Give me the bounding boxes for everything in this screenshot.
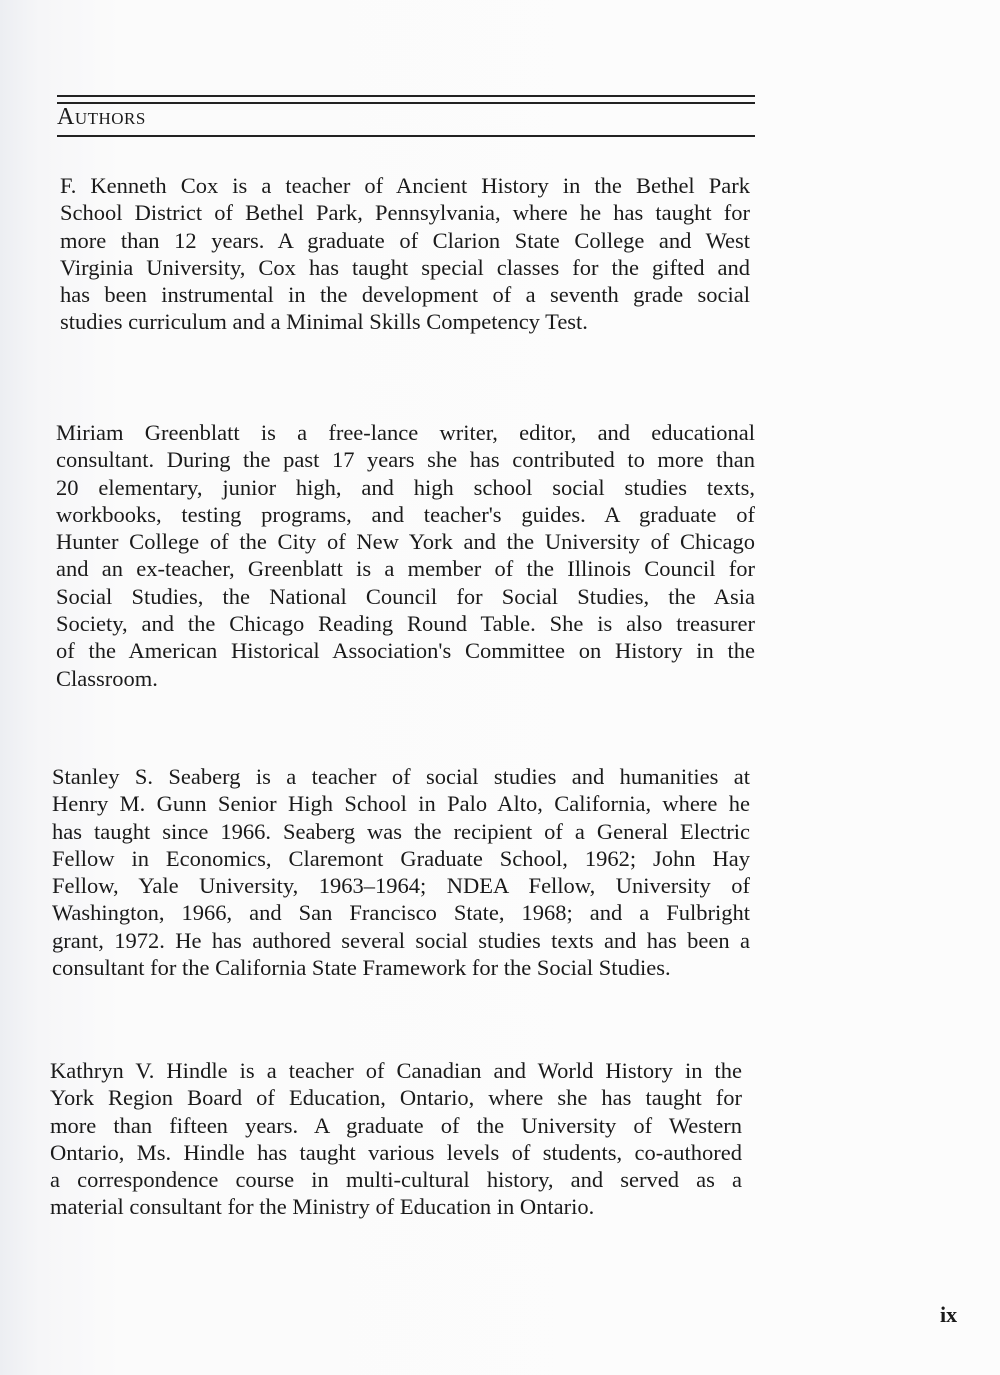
bio-line: Miriam Greenblatt is a free-lance writer, editor, and educational [56, 420, 755, 445]
bio-line: Washington, 1966, and San Francisco State, 1968; and a Fulbright [52, 900, 750, 926]
bio-line: Fellow, Yale University, 1963–1964; NDEA Fellow, University of [52, 873, 750, 899]
section-heading: Authors [57, 104, 146, 130]
bio-line: has been instrumental in the development of a seventh grade social [60, 282, 750, 308]
header-rule-bottom [57, 135, 755, 137]
bio-line: Fellow in Economics, Claremont Graduate School, 1962; John Hay [52, 845, 750, 871]
bio-line: consultant. During the past 17 years she has contributed to more than [56, 447, 755, 473]
bio-line: Society, and the Chicago Reading Round Table. She is also treasurer [56, 611, 755, 637]
bio-line: material consultant for the Ministry of Education in Ontario. [50, 1194, 595, 1220]
bio-line: F. Kenneth Cox is a teacher of Ancient History in the Bethel Park [60, 173, 750, 198]
bio-line: Classroom. [56, 665, 158, 691]
author-bio-seaberg [52, 763, 750, 981]
bio-line: Social Studies, the National Council for Social Studies, the Asia [56, 583, 755, 609]
author-bio-greenblatt [56, 419, 755, 692]
bio-line: and an ex-teacher, Greenblatt is a member of the Illinois Council for [56, 556, 755, 582]
bio-line: Hunter College of the City of New York and the University of Chicago [56, 529, 755, 555]
bio-line: studies curriculum and a Minimal Skills Competency Test. [60, 309, 588, 335]
page-number: ix [940, 1302, 958, 1327]
bio-line: Ontario, Ms. Hindle has taught various levels of students, co-authored [50, 1139, 742, 1165]
bio-line: School District of Bethel Park, Pennsylvania, where he has taught for [60, 200, 750, 226]
bio-line: York Region Board of Education, Ontario, where she has taught for [50, 1085, 742, 1111]
bio-line: workbooks, testing programs, and teacher's guides. A graduate of [56, 501, 755, 527]
header-rule-second [57, 102, 755, 104]
bio-line: Virginia University, Cox has taught special classes for the gifted and [60, 254, 750, 280]
bio-line: Henry M. Gunn Senior High School in Palo Alto, California, where he [52, 791, 750, 817]
bio-line: of the American Historical Association's Committee on History in the [56, 638, 755, 664]
bio-line: Stanley S. Seaberg is a teacher of social studies and humanities at [52, 764, 750, 789]
bio-line: a correspondence course in multi-cultural history, and served as a [50, 1167, 742, 1193]
author-bio-hindle [50, 1057, 742, 1221]
bio-line: more than 12 years. A graduate of Clarion State College and West [60, 227, 750, 253]
bio-line: more than fifteen years. A graduate of the University of Western [50, 1112, 742, 1138]
bio-line: consultant for the California State Framework for the Social Studies. [52, 955, 671, 981]
bio-line: has taught since 1966. Seaberg was the recipient of a General Electric [52, 818, 750, 844]
author-bio-cox [60, 172, 750, 336]
bio-line: Kathryn V. Hindle is a teacher of Canadian and World History in the [50, 1058, 742, 1083]
header-rule-top [57, 95, 755, 97]
bio-line: grant, 1972. He has authored several social studies texts and has been a [52, 927, 750, 953]
bio-line: 20 elementary, junior high, and high school social studies texts, [56, 474, 755, 500]
